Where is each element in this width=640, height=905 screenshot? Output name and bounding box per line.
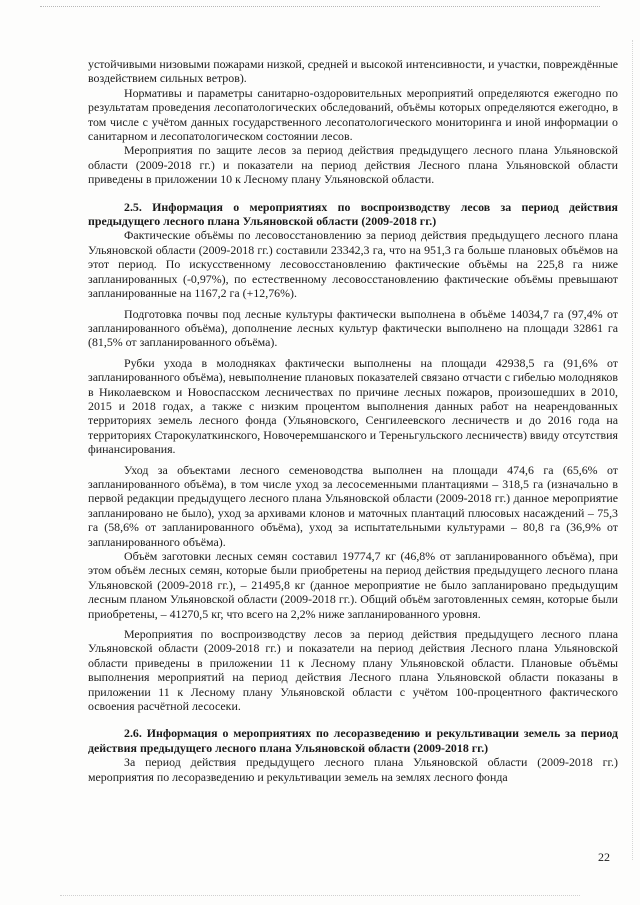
section-heading-2-5: 2.5. Информация о мероприятиях по воспроизводству лесов за период действия предыдущего лесного плана Ульяновской области (2009-2018 гг.) bbox=[88, 199, 618, 229]
paragraph-seed-objects-care: Уход за объектами лесного семеноводства выполнен на площади 474,6 га (65,6% от запланированного объёма), в том числе уход за лесосеменными плантациями – 318,5 га (изначально в первой редакции предыдущего лесного плана Ульяновской области (2009-2018 гг.) данное мероприятие запланировано не было), уход за архивами клонов и маточных плантаций плюсовых насаждений – 75,3 га (58,6% от запланированного объёма), уход за испытательными культурами – 80,8 га (36,9% от запланированного объёма). bbox=[88, 462, 618, 549]
paragraph-reproduction-appendix: Мероприятия по воспроизводству лесов за период действия предыдущего лесного плана Ульяновской области (2009-2018 гг.) и показатели на период действия Лесного плана Ульяновской области приведены в приложении 11 к Лесному плану Ульяновской области. Плановые объёмы выполнения мероприятий на период действия Лесного плана Ульяновской области показаны в приложении 11 к Лесному плану Ульяновской области с учётом 100-процентного фактического освоения расчётной лесосеки. bbox=[88, 627, 618, 714]
paragraph-thinning: Рубки ухода в молодняках фактически выполнены на площади 42938,5 га (91,6% от запланированного объёма), невыполнение плановых показателей связано отчасти с гибелью молодняков в Николаевском и Новоспасском лесничествах по причине лесных пожаров, произошедших в 2010, 2015 и 2018 годах, а также с низким процентом выполнения данных работ на неарендованных территориях земель лесного фонда (Ульяновского, Сенгилеевского лесничеств и до 2016 года на территориях Старокулаткинского, Новочеремшанского и Тереньгульского лесничеств) ввиду отсутствия финансирования. bbox=[88, 355, 618, 457]
paragraph-sanitary-norms: Нормативы и параметры санитарно-оздоровительных мероприятий определяются ежегодно по результатам проведения лесопатологических обследований, объёмы которых определяются ежегодно, в том числе с учётом данных государственного лесопатологического мониторинга и иной информации о санитарном и лесопатологическом состоянии лесов. bbox=[88, 85, 618, 144]
page-body bbox=[88, 57, 618, 784]
paragraph-soil-preparation: Подготовка почвы под лесные культуры фактически выполнена в объёме 14034,7 га (97,4% от запланированного объёма), дополнение лесных культур фактически выполнено на площади 32861 га (81,5% от запланированного объёма). bbox=[88, 306, 618, 350]
paragraph-seed-harvest: Объём заготовки лесных семян составил 19774,7 кг (46,8% от запланированного объёма), при этом объём лесных семян, которые были приобретены на период действия предыдущего лесного плана Ульяновской (2009-2018 гг.), – 21495,8 кг (данное мероприятие не было запланировано предыдущим лесным планом Ульяновской области (2009-2018 гг.). Общий объём заготовленных семян, которые были приобретены, – 41270,5 кг, что всего на 2,2% ниже запланированного уровня. bbox=[88, 549, 618, 621]
paragraph-afforestation: За период действия предыдущего лесного плана Ульяновской области (2009-2018 гг.) мероприятия по лесоразведению и рекультивации земель на землях лесного фонда bbox=[88, 755, 618, 784]
page-number: 22 bbox=[598, 850, 610, 864]
paragraph-forest-protection: Мероприятия по защите лесов за период действия предыдущего лесного плана Ульяновской области (2009-2018 гг.) и показатели на период действия Лесного плана Ульяновской области приведены в приложении 10 к Лесному плану Ульяновской области. bbox=[88, 143, 618, 187]
paragraph-reforestation-volumes: Фактические объёмы по лесовосстановлению за период действия предыдущего лесного плана Ульяновской области (2009-2018 гг.) составили 23342,3 га, что на 951,3 га больше плановых объёмов на этот период. По искусственному лесовосстановлению фактические объёмы на 225,8 га ниже запланированных (-0,97%), по естественному лесовосстановлению фактические объёмы превышают запланированные на 1167,2 га (+12,76%). bbox=[88, 228, 618, 301]
section-heading-2-6: 2.6. Информация о мероприятиях по лесоразведению и рекультивации земель за период действия предыдущего лесного плана Ульяновской области (2009-2018 гг.) bbox=[88, 726, 618, 755]
scan-edge-top bbox=[40, 6, 600, 8]
paragraph-continuation: устойчивыми низовыми пожарами низкой, средней и высокой интенсивности, и участки, повреждённые воздействием сильных ветров). bbox=[88, 57, 618, 86]
scan-edge-bottom bbox=[60, 895, 580, 897]
scan-edge-right bbox=[632, 40, 634, 860]
